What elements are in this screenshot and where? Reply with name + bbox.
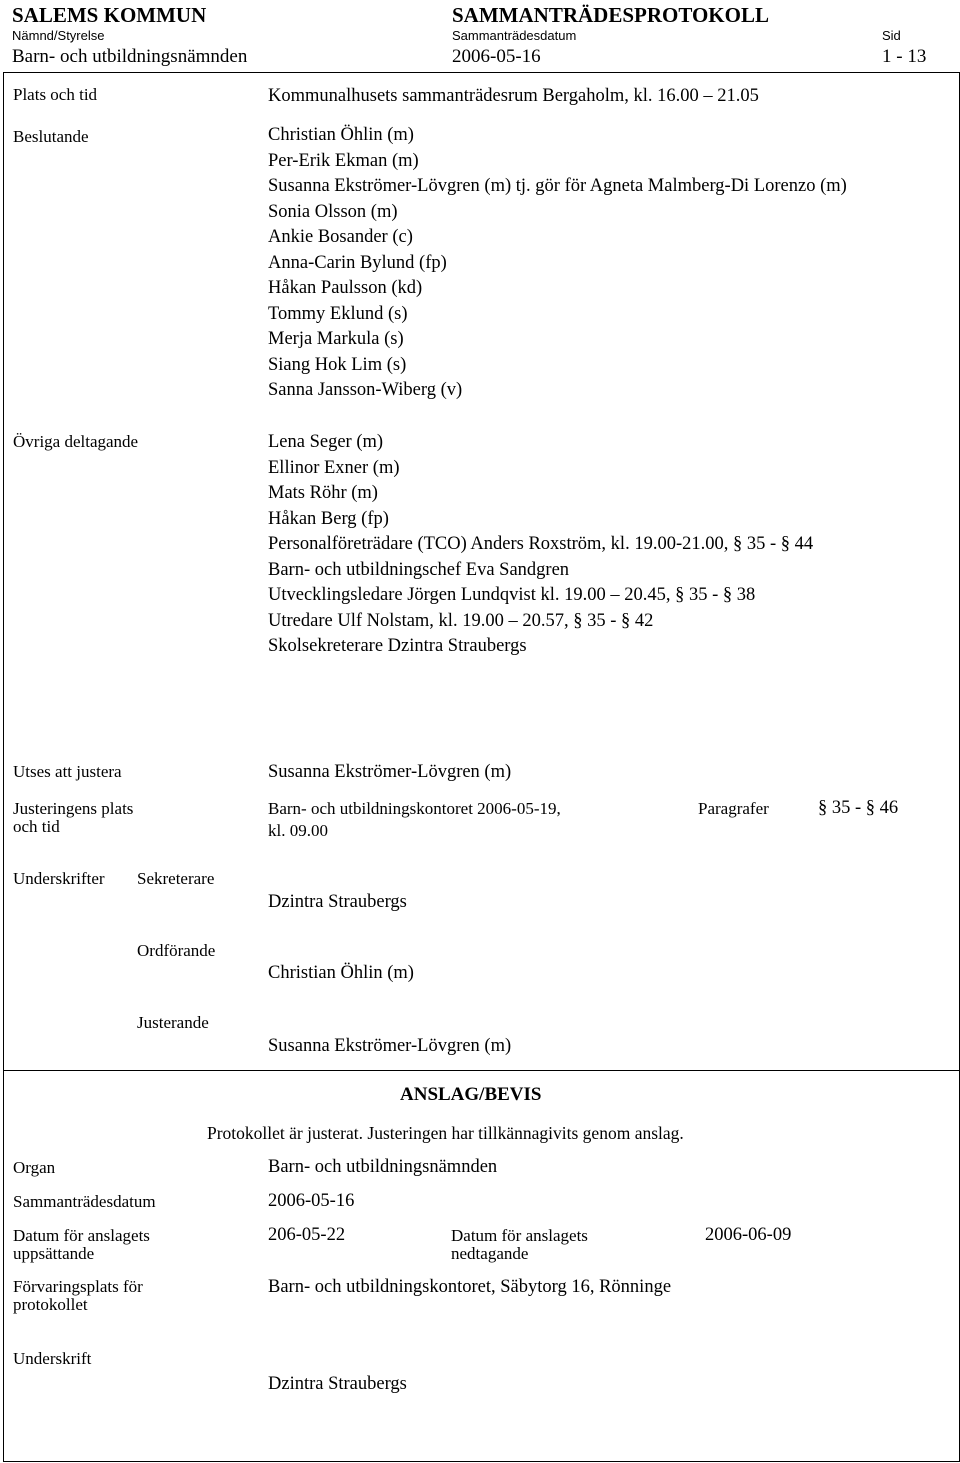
deciding-member: Christian Öhlin (m)	[268, 125, 414, 145]
organ-label: Organ	[13, 1158, 56, 1177]
board-name: Barn- och utbildningsnämnden	[12, 46, 248, 67]
other-participant: Utvecklingsledare Jörgen Lundqvist kl. 19.00 – 20.45, § 35 - § 38	[268, 585, 756, 605]
deciding-member: Merja Markula (s)	[268, 329, 404, 349]
deciding-member: Tommy Eklund (s)	[268, 303, 408, 324]
chair-name: Christian Öhlin (m)	[268, 963, 414, 983]
deciding-member: Ankie Bosander (c)	[268, 227, 413, 247]
other-participant: Skolsekreterare Dzintra Straubergs	[268, 636, 527, 656]
page-label: Sid	[882, 28, 901, 43]
secretary-label: Sekreterare	[137, 869, 215, 888]
posted-label-2: uppsättande	[13, 1244, 95, 1263]
deciding-member: Sonia Olsson (m)	[268, 201, 398, 222]
board-label: Nämnd/Styrelse	[12, 28, 105, 43]
storage-label: Förvaringsplats för	[13, 1277, 143, 1296]
meeting-place: Kommunalhusets sammanträdesrum Bergaholm, kl. 16.00 – 21.05	[268, 86, 759, 106]
other-participant: Håkan Berg (fp)	[268, 508, 389, 529]
deciding-member: Siang Hok Lim (s)	[268, 354, 407, 375]
appointed-adjuster: Susanna Ekströmer-Lövgren (m)	[268, 762, 512, 782]
appointed-label: Utses att justera	[13, 762, 122, 781]
paragraphs-label: Paragrafer	[698, 799, 769, 818]
signature-label: Underskrift	[13, 1349, 92, 1368]
removed-label: Datum för anslagets	[451, 1226, 588, 1245]
other-participant: Personalföreträdare (TCO) Anders Roxström, kl. 19.00-21.00, § 35 - § 44	[268, 534, 814, 554]
deciding-member: Susanna Ekströmer-Lövgren (m) tj. gör för Agneta Malmberg-Di Lorenzo (m)	[268, 176, 847, 196]
place-label: Plats och tid	[13, 85, 98, 104]
anslag-date-label: Sammanträdesdatum	[13, 1192, 156, 1211]
org-name: SALEMS KOMMUN	[12, 3, 207, 27]
other-participant: Lena Seger (m)	[268, 432, 384, 452]
meeting-date: 2006-05-16	[452, 46, 541, 67]
storage-label-2: protokollet	[13, 1295, 88, 1314]
other-participant: Utredare Ulf Nolstam, kl. 19.00 – 20.57, § 35 - § 42	[268, 610, 654, 631]
date-label: Sammanträdesdatum	[452, 28, 577, 43]
deciding-list	[268, 123, 847, 404]
removed-date: 2006-06-09	[705, 1225, 792, 1245]
adjust-time: kl. 09.00	[268, 821, 328, 840]
signature-name: Dzintra Straubergs	[268, 1374, 407, 1394]
other-participant: Mats Röhr (m)	[268, 483, 378, 503]
secretary-name: Dzintra Straubergs	[268, 892, 407, 912]
deciding-member: Sanna Jansson-Wiberg (v)	[268, 380, 463, 400]
deciding-member: Anna-Carin Bylund (fp)	[268, 252, 447, 273]
deciding-label: Beslutande	[13, 127, 89, 146]
signatures-label: Underskrifter	[13, 869, 105, 888]
adjuster-label: Justerande	[137, 1013, 209, 1032]
deciding-member: Håkan Paulsson (kd)	[268, 278, 423, 298]
other-participant: Ellinor Exner (m)	[268, 457, 400, 478]
others-label: Övriga deltagande	[13, 432, 139, 451]
storage-place: Barn- och utbildningskontoret, Säbytorg 16, Rönninge	[268, 1277, 672, 1297]
page-range: 1 - 13	[882, 46, 927, 67]
anslag-title: ANSLAG/BEVIS	[400, 1084, 542, 1105]
others-list	[268, 430, 813, 660]
anslag-note: Protokollet är justerat. Justeringen har tillkännagivits genom anslag.	[207, 1123, 684, 1143]
removed-label-2: nedtagande	[451, 1244, 529, 1263]
posted-label: Datum för anslagets	[13, 1226, 150, 1245]
adjust-place-label: Justeringens plats	[13, 799, 134, 818]
doc-title: SAMMANTRÄDESPROTOKOLL	[452, 3, 769, 27]
chair-label: Ordförande	[137, 941, 216, 960]
paragraphs-range: § 35 - § 46	[818, 798, 899, 818]
adjust-place: Barn- och utbildningskontoret 2006-05-19,	[268, 799, 561, 818]
adjust-time-label: och tid	[13, 817, 60, 836]
section-divider	[3, 1070, 960, 1071]
deciding-member: Per-Erik Ekman (m)	[268, 150, 419, 171]
organ-value: Barn- och utbildningsnämnden	[268, 1157, 498, 1177]
other-participant: Barn- och utbildningschef Eva Sandgren	[268, 559, 570, 580]
posted-date: 206-05-22	[268, 1225, 346, 1245]
anslag-date: 2006-05-16	[268, 1191, 355, 1211]
adjuster-name: Susanna Ekströmer-Lövgren (m)	[268, 1036, 512, 1056]
